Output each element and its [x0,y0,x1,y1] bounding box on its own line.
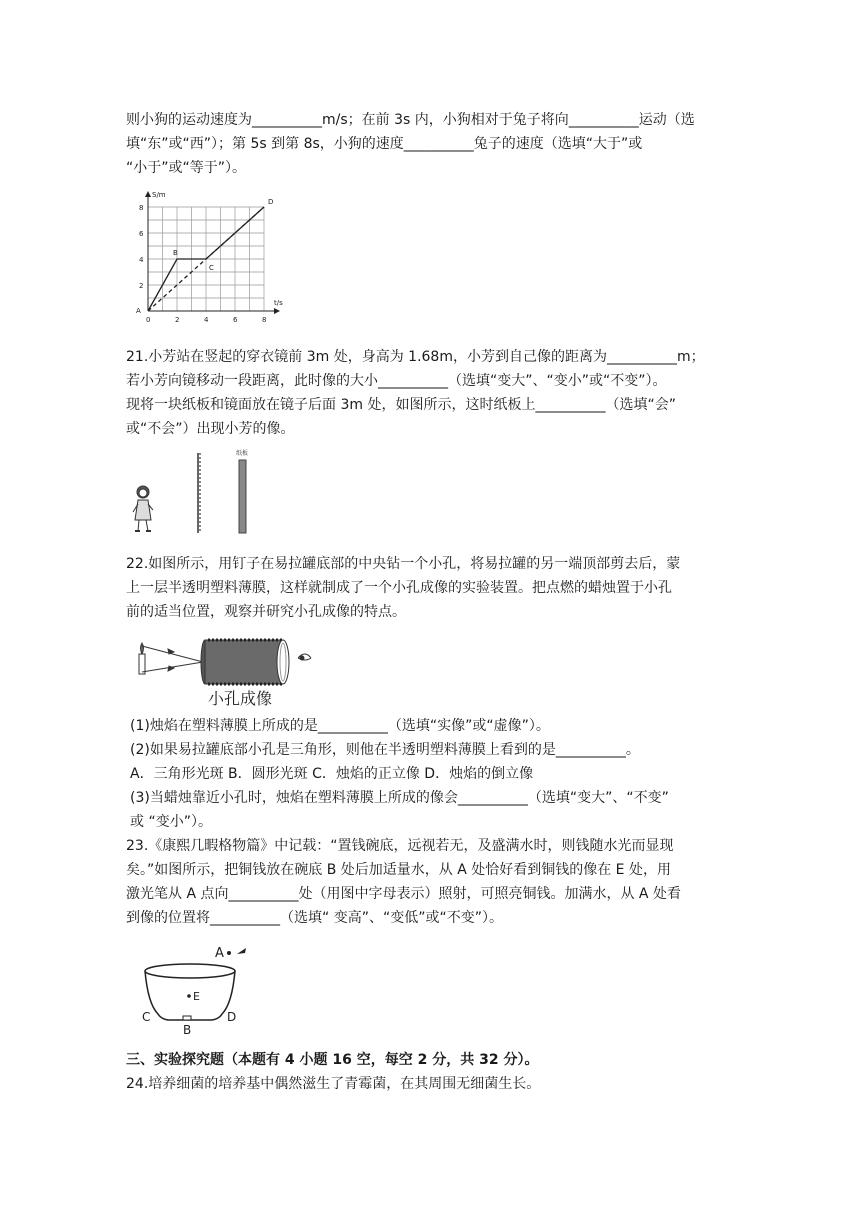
bowl-figure [138,934,258,1037]
point-label-c: C [209,264,214,272]
q23-text-line-1: 23.《康熙几暇格物篇》中记载：“置钱碗底，远视若无，及盛满水时，则钱随水光而显现 [126,838,674,854]
q22-text-line-3: 前的适当位置，观察并研究小孔成像的特点。 [126,604,406,620]
label-b: B [183,1023,192,1037]
light-rays [142,646,203,672]
candle-icon [139,643,145,674]
pinhole-figure [130,628,330,708]
can-icon [201,640,289,684]
section-3-heading: 三、实验探究题（本题有 4 小题 16 空，每空 2 分，共 32 分）。 [126,1052,539,1068]
q22-sub2: (2)如果易拉罐底部小孔是三角形，则他在半透明塑料薄膜上看到的是__________。 [130,742,640,758]
label-c: C [142,1010,151,1024]
q20-text-line-2: 填“东”或“西”）；第 5s 到第 8s，小狗的速度__________兔子的速度（选填“大于”或 [126,136,643,152]
x-axis-label: t/s [274,299,283,307]
y-tick-label: 4 [139,256,144,264]
bowl-icon [145,964,235,1020]
board-label: 纸板 [236,450,249,457]
x-tick-label: 8 [262,316,267,324]
label-e: E [193,990,200,1003]
q23-text-line-2: 矣。”如图所示，把铜钱放在碗底 B 处后加适量水，从 A 处恰好看到铜钱的像在 E 处，用 [126,862,671,878]
y-axis-arrow [145,191,151,197]
mirror-icon [198,453,200,533]
label-a: A [215,946,224,961]
y-tick-label: 8 [139,204,144,212]
coin-icon [183,1016,191,1020]
eye-icon [298,654,311,660]
eye-icon [237,948,246,954]
y-tick-label: 6 [139,230,144,238]
q23-text-line-4: 到像的位置将__________（选填“ 变高”、“变低”或“不变”）。 [126,910,503,926]
q22-text-line-1: 22.如图所示，用钉子在易拉罐底部的中央钻一个小孔，将易拉罐的另一端顶部剪去后，蒙 [126,556,681,572]
y-tick-label: 2 [139,282,144,290]
point-label-b: B [173,249,178,257]
q22-sub1: (1)烛焰在塑料薄膜上所成的是__________（选填“实像”或“虚像”）。 [130,718,550,734]
q20-text-line-1: 则小狗的运动速度为__________m/s；在前 3s 内，小狗相对于兔子将向__________运动（选 [126,112,695,128]
q22-text-line-2: 上一层半透明塑料薄膜，这样就制成了一个小孔成像的实验装置。把点燃的蜡烛置于小孔 [126,580,672,596]
q22-options: A．三角形光斑 B．圆形光斑 C．烛焰的正立像 D．烛焰的倒立像 [130,766,534,782]
q21-text-line-1: 21.小芳站在竖起的穿衣镜前 3m 处，身高为 1.68m，小芳到自己像的距离为__________m； [126,349,705,365]
x-tick-label: 6 [233,316,238,324]
x-tick-label: 0 [146,316,151,324]
x-axis-arrow [274,308,280,314]
x-tick-label: 4 [204,316,209,324]
chart-labels [136,191,283,324]
y-axis-label: S/m [152,191,166,199]
label-d: D [227,1010,237,1024]
point-label-a: A [136,307,141,315]
paper-board-icon [239,460,246,533]
point-label-d: D [268,198,274,206]
figure-caption: 小孔成像 [208,689,273,708]
x-tick-label: 2 [175,316,180,324]
girl-icon [133,486,153,531]
q24-text-line-1: 24.培养细菌的培养基中偶然滋生了青霉菌，在其周围无细菌生长。 [126,1076,541,1092]
point-e [187,994,191,998]
mirror-figure [130,448,270,538]
q22-sub3-line-2: 或 “变小”）。 [130,814,212,830]
q23-text-line-3: 激光笔从 A 点向__________处（用图中字母表示）照射，可照亮铜钱。加满水，从 A 处看 [126,886,681,902]
point-a [227,951,231,955]
q20-text-line-3: “小于”或“等于”）。 [126,160,247,176]
q21-text-line-3: 现将一块纸板和镜面放在镜子后面 3m 处，如图所示，这时纸板上__________（选填“会” [126,397,676,413]
distance-time-chart [0,0,860,330]
q21-text-line-4: 或“不会”）出现小芳的像。 [126,421,295,437]
q21-text-line-2: 若小芳向镜移动一段距离，此时像的大小__________（选填“变大”、“变小”或“不变”）。 [126,373,667,389]
q22-sub3-line-1: (3)当蜡烛靠近小孔时，烛焰在塑料薄膜上所成的像会__________（选填“变大”、“不变” [130,790,669,806]
